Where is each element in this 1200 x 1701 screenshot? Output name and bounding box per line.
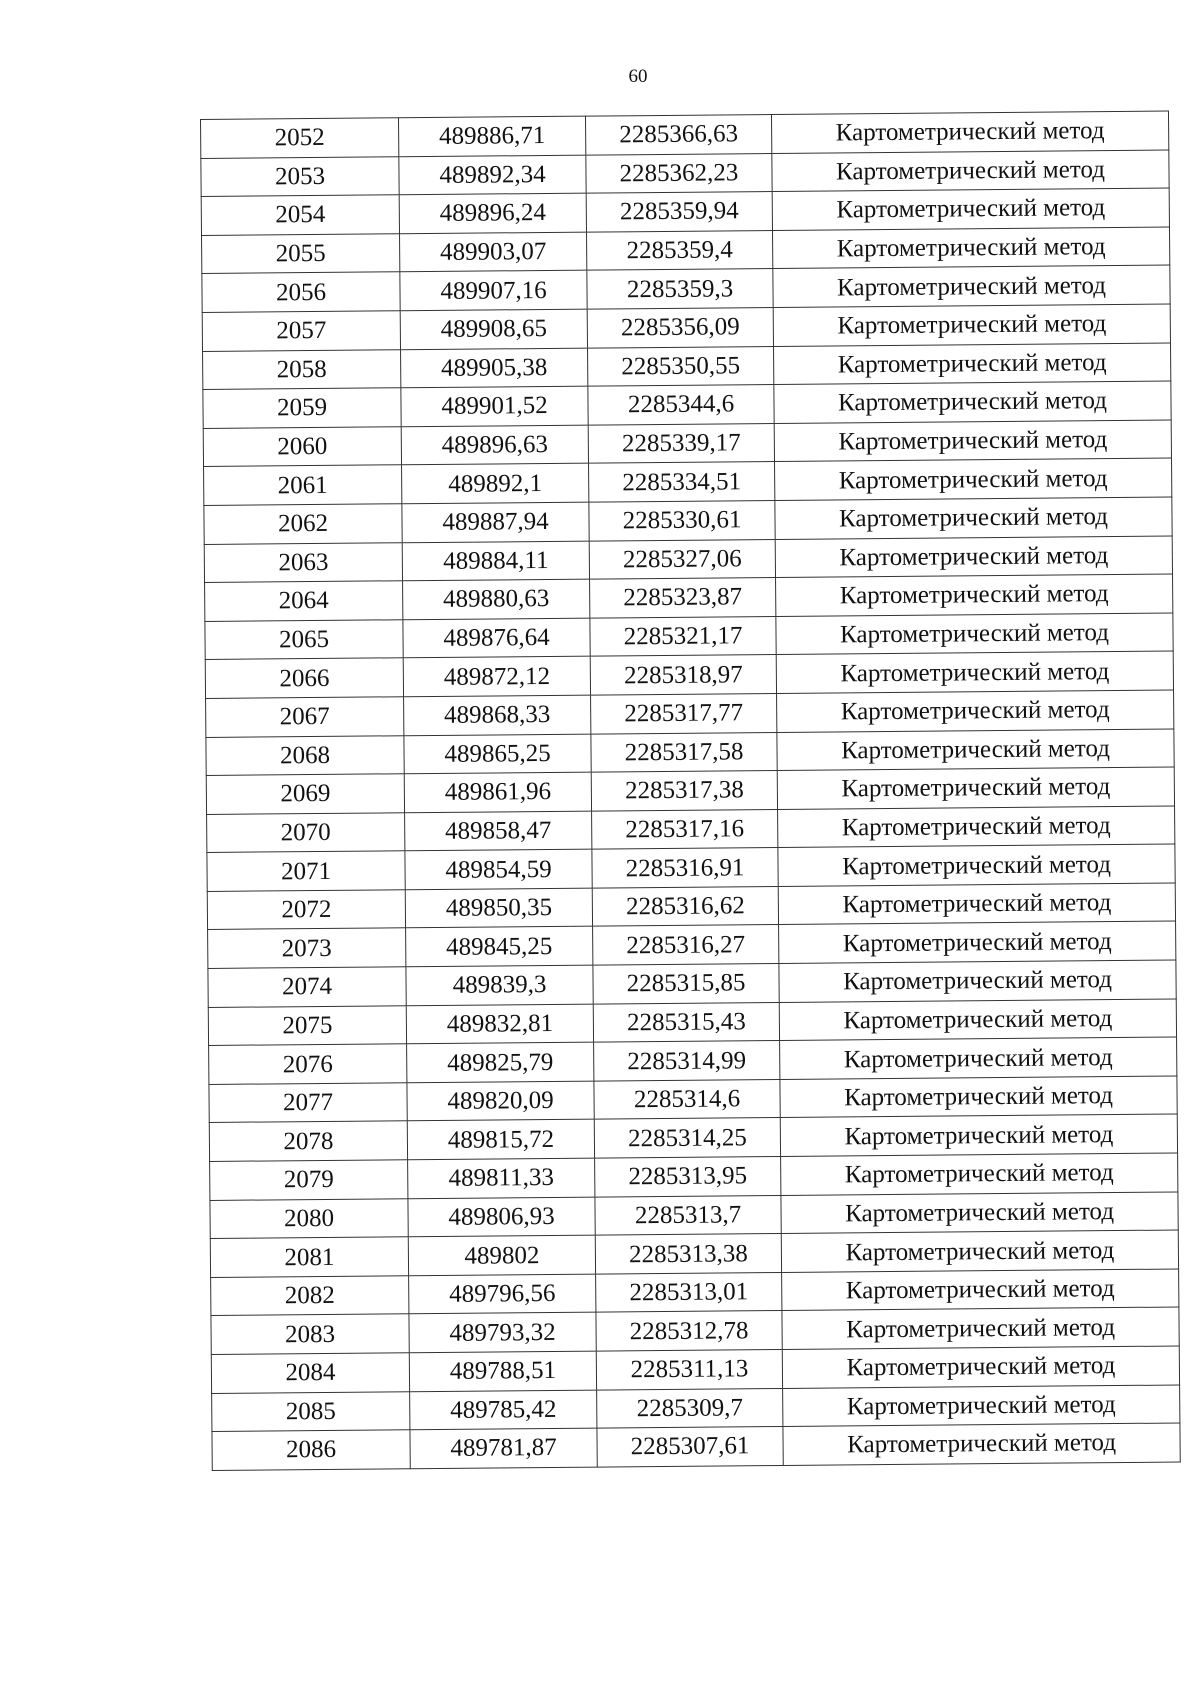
y-coordinate-cell: 2285327,06 — [589, 539, 775, 579]
coordinates-table — [200, 111, 1181, 1471]
y-coordinate-cell: 2285317,77 — [591, 693, 777, 733]
method-cell: Картометрический метод — [775, 536, 1172, 578]
x-coordinate-cell: 489872,12 — [403, 656, 590, 696]
y-coordinate-cell: 2285314,6 — [594, 1079, 780, 1119]
y-coordinate-cell: 2285350,55 — [588, 346, 774, 386]
method-cell: Картометрический метод — [774, 343, 1171, 385]
method-cell: Картометрический метод — [771, 111, 1168, 153]
x-coordinate-cell: 489825,79 — [407, 1042, 594, 1082]
method-cell: Картометрический метод — [773, 304, 1170, 346]
x-coordinate-cell: 489865,25 — [404, 734, 591, 774]
x-coordinate-cell: 489896,63 — [401, 425, 588, 465]
method-cell: Картометрический метод — [777, 729, 1174, 771]
table-row — [212, 1423, 1180, 1470]
x-coordinate-cell: 489832,81 — [406, 1004, 593, 1044]
method-cell: Картометрический метод — [779, 921, 1176, 963]
method-cell: Картометрический метод — [775, 458, 1172, 500]
method-cell: Картометрический метод — [781, 1153, 1178, 1195]
method-cell: Картометрический метод — [778, 806, 1175, 848]
x-coordinate-cell: 489845,25 — [406, 927, 593, 967]
point-number-cell: 2068 — [206, 735, 404, 775]
y-coordinate-cell: 2285359,3 — [587, 269, 773, 309]
method-cell: Картометрический метод — [781, 1192, 1178, 1234]
point-number-cell: 2086 — [212, 1430, 410, 1470]
x-coordinate-cell: 489811,33 — [408, 1158, 595, 1198]
point-number-cell: 2085 — [212, 1391, 410, 1431]
page-number: 60 — [628, 66, 648, 87]
point-number-cell: 2080 — [210, 1198, 408, 1238]
y-coordinate-cell: 2285323,87 — [590, 578, 776, 618]
point-number-cell: 2064 — [205, 581, 403, 621]
method-cell: Картометрический метод — [779, 999, 1176, 1041]
y-coordinate-cell: 2285316,91 — [592, 848, 778, 888]
method-cell: Картометрический метод — [781, 1230, 1178, 1272]
y-coordinate-cell: 2285313,01 — [596, 1272, 782, 1312]
method-cell: Картометрический метод — [780, 1114, 1177, 1156]
y-coordinate-cell: 2285359,4 — [587, 230, 773, 270]
point-number-cell: 2063 — [204, 542, 402, 582]
y-coordinate-cell: 2285315,85 — [593, 964, 779, 1004]
x-coordinate-cell: 489876,64 — [403, 618, 590, 658]
y-coordinate-cell: 2285317,38 — [591, 771, 777, 811]
x-coordinate-cell: 489887,94 — [402, 502, 589, 542]
y-coordinate-cell: 2285362,23 — [586, 153, 772, 193]
point-number-cell: 2075 — [208, 1005, 406, 1045]
y-coordinate-cell: 2285309,7 — [597, 1388, 783, 1428]
coordinates-table-wrapper — [200, 111, 1180, 1471]
method-cell: Картометрический метод — [778, 883, 1175, 925]
method-cell: Картометрический метод — [772, 227, 1169, 269]
point-number-cell: 2084 — [211, 1353, 409, 1393]
point-number-cell: 2066 — [205, 658, 403, 698]
x-coordinate-cell: 489858,47 — [405, 811, 592, 851]
point-number-cell: 2081 — [210, 1237, 408, 1277]
x-coordinate-cell: 489892,1 — [402, 463, 589, 503]
y-coordinate-cell: 2285366,63 — [585, 115, 771, 155]
x-coordinate-cell: 489868,33 — [404, 695, 591, 735]
x-coordinate-cell: 489815,72 — [407, 1120, 594, 1160]
point-number-cell: 2055 — [202, 234, 400, 274]
x-coordinate-cell: 489907,16 — [400, 271, 587, 311]
x-coordinate-cell: 489884,11 — [402, 541, 589, 581]
y-coordinate-cell: 2285315,43 — [593, 1002, 779, 1042]
point-number-cell: 2053 — [201, 156, 399, 196]
x-coordinate-cell: 489903,07 — [400, 232, 587, 272]
point-number-cell: 2078 — [209, 1121, 407, 1161]
y-coordinate-cell: 2285317,16 — [592, 809, 778, 849]
y-coordinate-cell: 2285314,99 — [594, 1041, 780, 1081]
method-cell: Картометрический метод — [782, 1346, 1179, 1388]
y-coordinate-cell: 2285311,13 — [596, 1349, 782, 1389]
y-coordinate-cell: 2285344,6 — [588, 385, 774, 425]
x-coordinate-cell: 489892,34 — [399, 155, 586, 195]
x-coordinate-cell: 489788,51 — [409, 1351, 596, 1391]
point-number-cell: 2062 — [204, 504, 402, 544]
y-coordinate-cell: 2285307,61 — [597, 1427, 783, 1467]
method-cell: Картометрический метод — [778, 844, 1175, 886]
method-cell: Картометрический метод — [780, 1037, 1177, 1079]
y-coordinate-cell: 2285356,09 — [587, 307, 773, 347]
x-coordinate-cell: 489839,3 — [406, 965, 593, 1005]
point-number-cell: 2052 — [201, 118, 399, 158]
point-number-cell: 2077 — [209, 1083, 407, 1123]
y-coordinate-cell: 2285313,7 — [595, 1195, 781, 1235]
x-coordinate-cell: 489785,42 — [410, 1390, 597, 1430]
point-number-cell: 2083 — [211, 1314, 409, 1354]
x-coordinate-cell: 489908,65 — [400, 309, 587, 349]
method-cell: Картометрический метод — [779, 960, 1176, 1002]
x-coordinate-cell: 489793,32 — [409, 1312, 596, 1352]
point-number-cell: 2059 — [203, 388, 401, 428]
x-coordinate-cell: 489880,63 — [403, 579, 590, 619]
method-cell: Картометрический метод — [782, 1307, 1179, 1349]
method-cell: Картометрический метод — [772, 188, 1169, 230]
y-coordinate-cell: 2285314,25 — [594, 1118, 780, 1158]
y-coordinate-cell: 2285318,97 — [590, 655, 776, 695]
point-number-cell: 2073 — [208, 928, 406, 968]
method-cell: Картометрический метод — [783, 1385, 1180, 1427]
point-number-cell: 2065 — [205, 619, 403, 659]
method-cell: Картометрический метод — [777, 767, 1174, 809]
method-cell: Картометрический метод — [772, 150, 1169, 192]
point-number-cell: 2067 — [206, 697, 404, 737]
y-coordinate-cell: 2285316,27 — [593, 925, 779, 965]
x-coordinate-cell: 489820,09 — [407, 1081, 594, 1121]
point-number-cell: 2079 — [210, 1160, 408, 1200]
x-coordinate-cell: 489905,38 — [401, 348, 588, 388]
y-coordinate-cell: 2285316,62 — [592, 886, 778, 926]
point-number-cell: 2056 — [202, 272, 400, 312]
method-cell: Картометрический метод — [782, 1269, 1179, 1311]
x-coordinate-cell: 489901,52 — [401, 386, 588, 426]
point-number-cell: 2060 — [203, 427, 401, 467]
point-number-cell: 2069 — [206, 774, 404, 814]
x-coordinate-cell: 489806,93 — [408, 1197, 595, 1237]
y-coordinate-cell: 2285313,38 — [595, 1234, 781, 1274]
table-body — [201, 111, 1181, 1470]
point-number-cell: 2054 — [201, 195, 399, 235]
point-number-cell: 2076 — [209, 1044, 407, 1084]
x-coordinate-cell: 489796,56 — [409, 1274, 596, 1314]
method-cell: Картометрический метод — [776, 651, 1173, 693]
y-coordinate-cell: 2285339,17 — [588, 423, 774, 463]
y-coordinate-cell: 2285334,51 — [589, 462, 775, 502]
method-cell: Картометрический метод — [776, 574, 1173, 616]
method-cell: Картометрический метод — [777, 690, 1174, 732]
point-number-cell: 2061 — [204, 465, 402, 505]
method-cell: Картометрический метод — [774, 420, 1171, 462]
method-cell: Картометрический метод — [783, 1423, 1180, 1465]
y-coordinate-cell: 2285330,61 — [589, 500, 775, 540]
point-number-cell: 2058 — [203, 349, 401, 389]
point-number-cell: 2070 — [207, 812, 405, 852]
y-coordinate-cell: 2285317,58 — [591, 732, 777, 772]
method-cell: Картометрический метод — [775, 497, 1172, 539]
y-coordinate-cell: 2285313,95 — [595, 1157, 781, 1197]
point-number-cell: 2072 — [207, 890, 405, 930]
x-coordinate-cell: 489896,24 — [399, 193, 586, 233]
y-coordinate-cell: 2285321,17 — [590, 616, 776, 656]
method-cell: Картометрический метод — [776, 613, 1173, 655]
x-coordinate-cell: 489781,87 — [410, 1428, 597, 1468]
point-number-cell: 2074 — [208, 967, 406, 1007]
method-cell: Картометрический метод — [774, 381, 1171, 423]
point-number-cell: 2071 — [207, 851, 405, 891]
y-coordinate-cell: 2285359,94 — [586, 192, 772, 232]
x-coordinate-cell: 489854,59 — [405, 849, 592, 889]
x-coordinate-cell: 489802 — [408, 1235, 595, 1275]
x-coordinate-cell: 489861,96 — [404, 772, 591, 812]
x-coordinate-cell: 489850,35 — [405, 888, 592, 928]
x-coordinate-cell: 489886,71 — [398, 116, 585, 156]
point-number-cell: 2057 — [202, 311, 400, 351]
y-coordinate-cell: 2285312,78 — [596, 1311, 782, 1351]
method-cell: Картометрический метод — [773, 265, 1170, 307]
point-number-cell: 2082 — [211, 1276, 409, 1316]
method-cell: Картометрический метод — [780, 1076, 1177, 1118]
